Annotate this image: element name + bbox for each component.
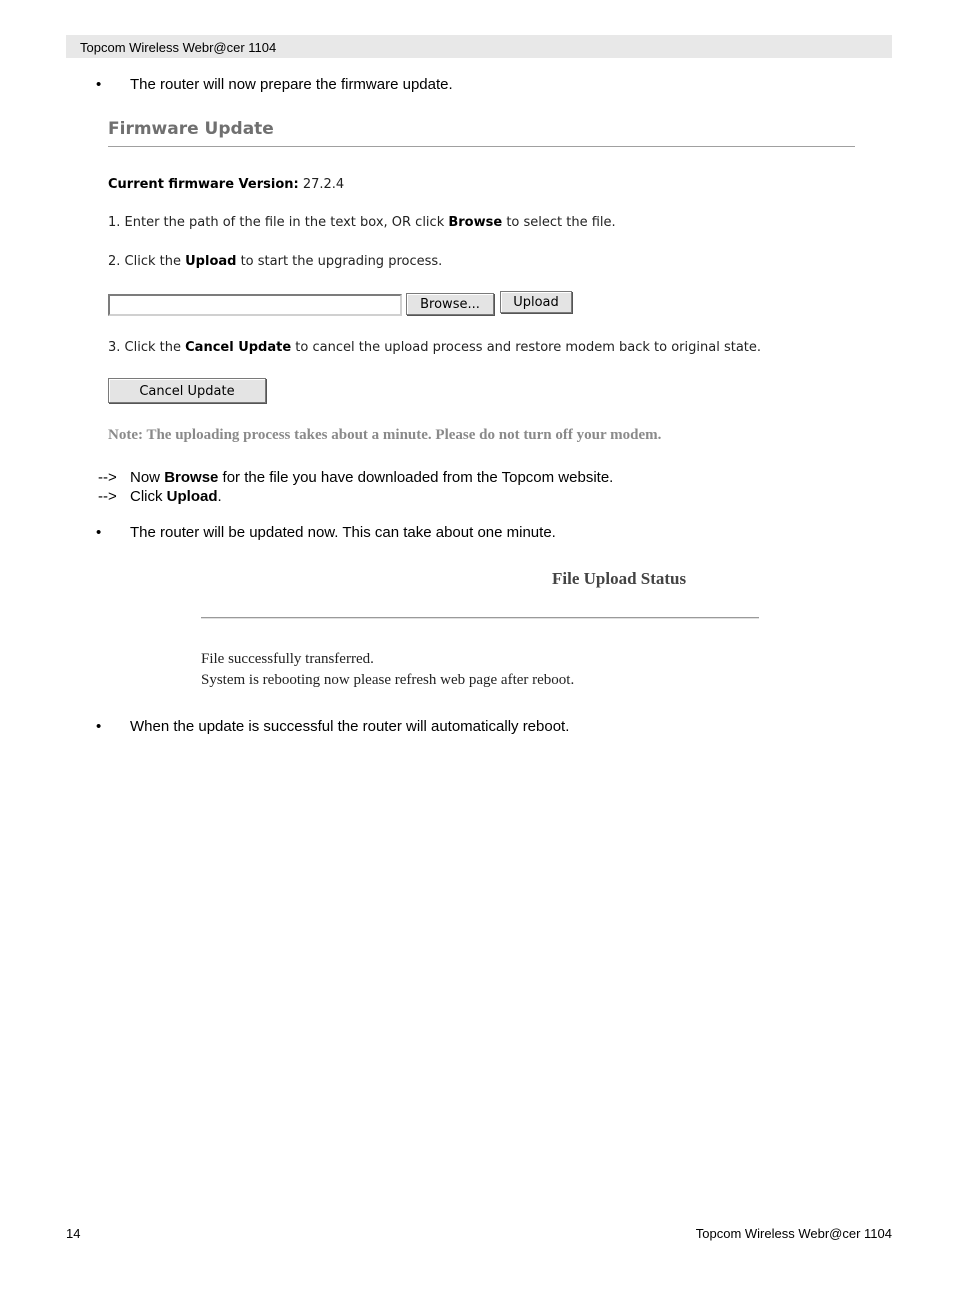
- bullet-icon: •: [96, 718, 102, 735]
- page-header: [66, 35, 892, 58]
- step-3: [108, 340, 761, 355]
- step-3-suffix: to cancel the upload process and restore modem back to original state.: [291, 340, 762, 355]
- firmware-update-title: Firmware Update: [108, 119, 274, 139]
- status-title: File Upload Status: [552, 569, 687, 588]
- file-path-input[interactable]: [108, 294, 402, 316]
- upload-note: Note: The uploading process takes about a minute. Please do not turn off your modem.: [108, 427, 662, 443]
- step-1-suffix: to select the file.: [502, 215, 616, 230]
- status-line-2: System is rebooting now please refresh web page after reboot.: [201, 672, 575, 688]
- step-2: [108, 254, 442, 269]
- instruction-bold: Browse: [164, 469, 219, 486]
- instruction-prefix: Now: [130, 469, 165, 486]
- title-divider: [108, 146, 855, 147]
- step-1-bold: Browse: [448, 215, 503, 230]
- instruction-browse: [130, 469, 613, 486]
- header-title: Topcom Wireless Webr@cer 1104: [80, 40, 277, 55]
- step-2-bold: Upload: [185, 254, 237, 269]
- current-version-value: 27.2.4: [302, 177, 345, 192]
- step-3-prefix: 3. Click the: [108, 340, 186, 355]
- instruction-suffix: for the file you have downloaded from the Topcom website.: [218, 469, 614, 486]
- upload-button[interactable]: Upload: [500, 291, 572, 313]
- instruction-prefix: Click: [130, 488, 167, 505]
- cancel-update-button[interactable]: Cancel Update: [108, 378, 266, 403]
- arrow-marker: -->: [98, 469, 117, 486]
- current-version-row: [108, 177, 344, 192]
- current-version-label: Current firmware Version:: [108, 177, 299, 192]
- bullet-icon: •: [96, 76, 102, 93]
- step-3-bold: Cancel Update: [185, 340, 292, 355]
- step-2-suffix: to start the upgrading process.: [236, 254, 443, 269]
- update-text: The router will be updated now. This can take about one minute.: [130, 524, 556, 541]
- footer-title: Topcom Wireless Webr@cer 1104: [695, 1226, 892, 1241]
- status-line-1: File successfully transferred.: [201, 651, 374, 667]
- instruction-upload: [130, 488, 222, 505]
- bullet-icon: •: [96, 524, 102, 541]
- final-text: When the update is successful the router will automatically reboot.: [130, 718, 570, 735]
- step-1: [108, 215, 616, 230]
- browse-button[interactable]: Browse...: [406, 293, 494, 315]
- intro-text: The router will now prepare the firmware update.: [130, 76, 453, 93]
- step-1-prefix: 1. Enter the path of the file in the text box, OR click: [108, 215, 449, 230]
- instruction-bold: Upload: [166, 488, 218, 505]
- step-2-prefix: 2. Click the: [108, 254, 186, 269]
- page-number: 14: [66, 1226, 81, 1241]
- arrow-marker: -->: [98, 488, 117, 505]
- instruction-suffix: .: [217, 488, 222, 505]
- status-divider: [201, 617, 759, 619]
